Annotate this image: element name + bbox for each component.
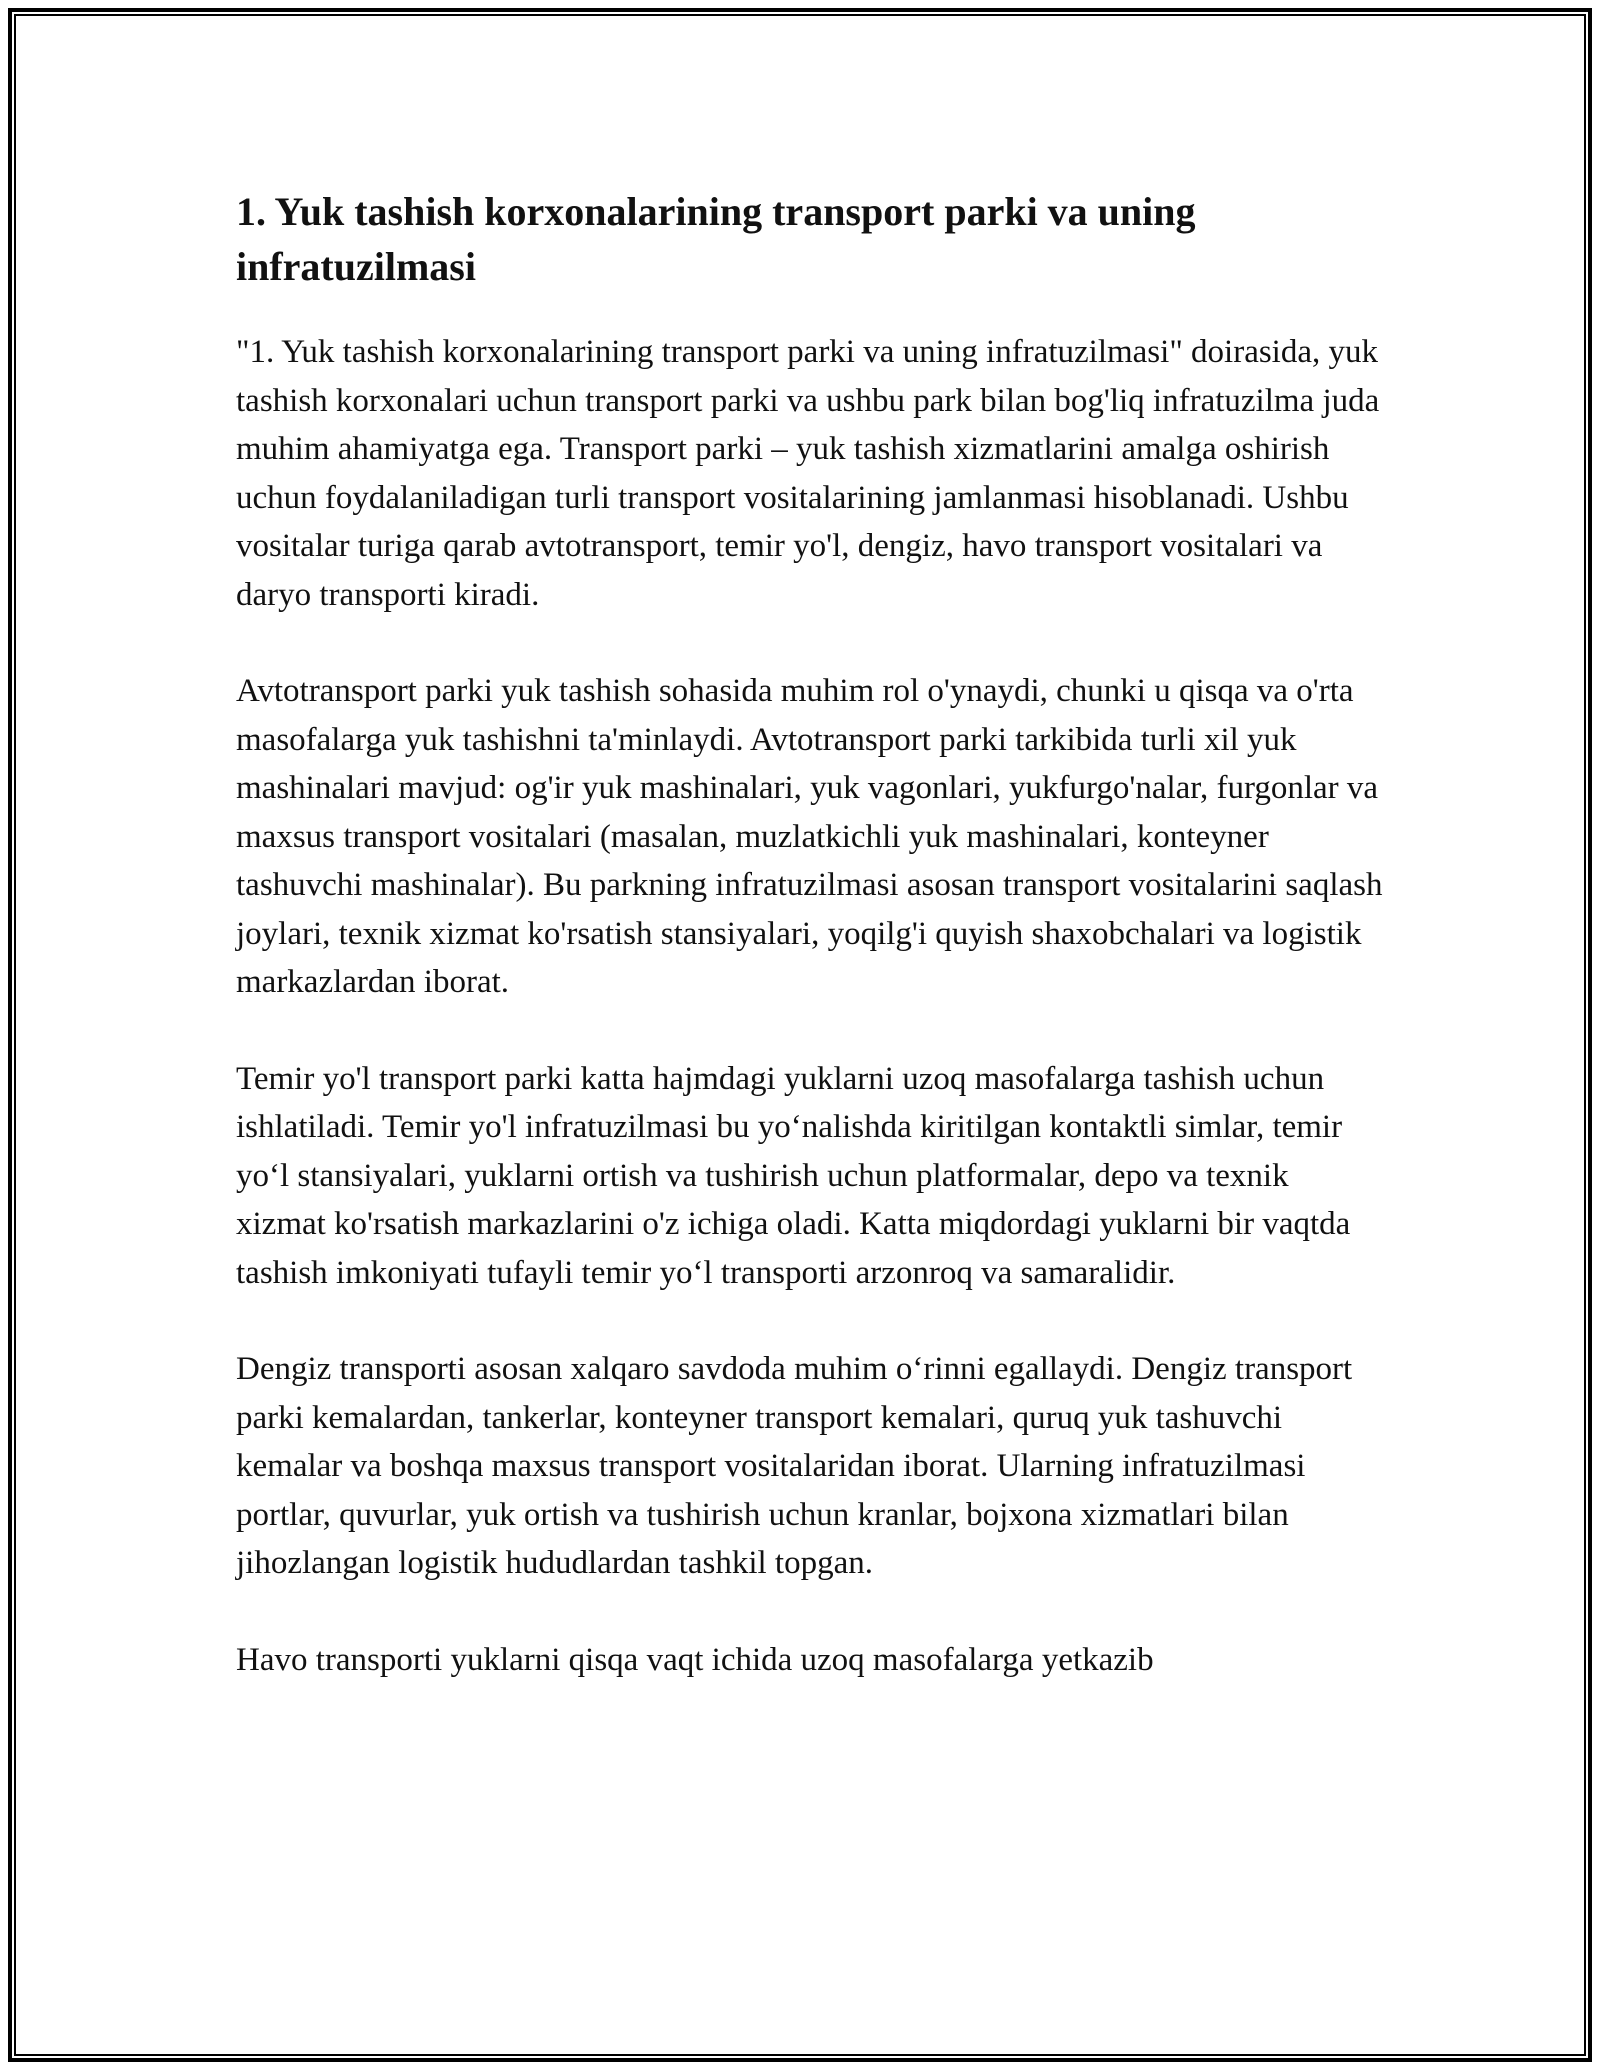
paragraph-air-transport: Havo transporti yuklarni qisqa vaqt ichida uzoq masofalarga yetkazib: [236, 1641, 1154, 1678]
document-body: [236, 184, 1386, 1732]
paragraph-rail-transport: Temir yo'l transport parki katta hajmdagi yuklarni uzoq masofalarga tashish uchun ishlatiladi. Temir yo'l infratuzilmasi bu yo‘nalishda kiritilgan kontaktli simlar, temir yo‘l stansiyalari, yuklarni ortish va tushirish uchun platformalar, depo va texnik xizmat ko'rsatish markazlarini o'z ichiga oladi. Katta miqdordagi yuklarni bir vaqtda tashish imkoniyati tufayli temir yo‘l transporti arzonroq va samaralidir.: [236, 1060, 1351, 1291]
page-title: 1. Yuk tashish korxonalarining transport parki va uning infratuzilmasi: [236, 189, 1196, 289]
paragraph-road-transport: Avtotransport parki yuk tashish sohasida muhim rol o'ynaydi, chunki u qisqa va o'rta masofalarga yuk tashishni ta'minlaydi. Avtotransport parki tarkibida turli xil yuk mashinalari mavjud: og'ir yuk mashinalari, yuk vagonlari, yukfurgo'nalar, furgonlar va maxsus transport vositalari (masalan, muzlatkichli yuk mashinalari, konteyner tashuvchi mashinalar). Bu parkning infratuzilmasi asosan transport vositalarini saqlash joylari, texnik xizmat ko'rsatish stansiyalari, yoqilg'i quyish shaxobchalari va logistik markazlardan iborat.: [236, 673, 1383, 1000]
paragraph-sea-transport: Dengiz transporti asosan xalqaro savdoda muhim o‘rinni egallaydi. Dengiz transport parki kemalardan, tankerlar, konteyner transport kemalari, quruq yuk tashuvchi kemalar va boshqa maxsus transport vositalaridan iborat. Ularning infratuzilmasi portlar, quvurlar, yuk ortish va tushirish uchun kranlar, bojxona xizmatlari bilan jihozlangan logistik hududlardan tashkil topgan.: [236, 1351, 1353, 1581]
paragraph-intro: "1. Yuk tashish korxonalarining transport parki va uning infratuzilmasi" doirasida, yuk tashish korxonalari uchun transport parki va ushbu park bilan bog'liq infratuzilma juda muhim ahamiyatga ega. Transport parki – yuk tashish xizmatlarini amalga oshirish uchun foydalaniladigan turli transport vositalarining jamlanmasi hisoblanadi. Ushbu vositalar turiga qarab avtotransport, temir yo'l, dengiz, havo transport vositalari va daryo transporti kiradi.: [236, 334, 1380, 613]
